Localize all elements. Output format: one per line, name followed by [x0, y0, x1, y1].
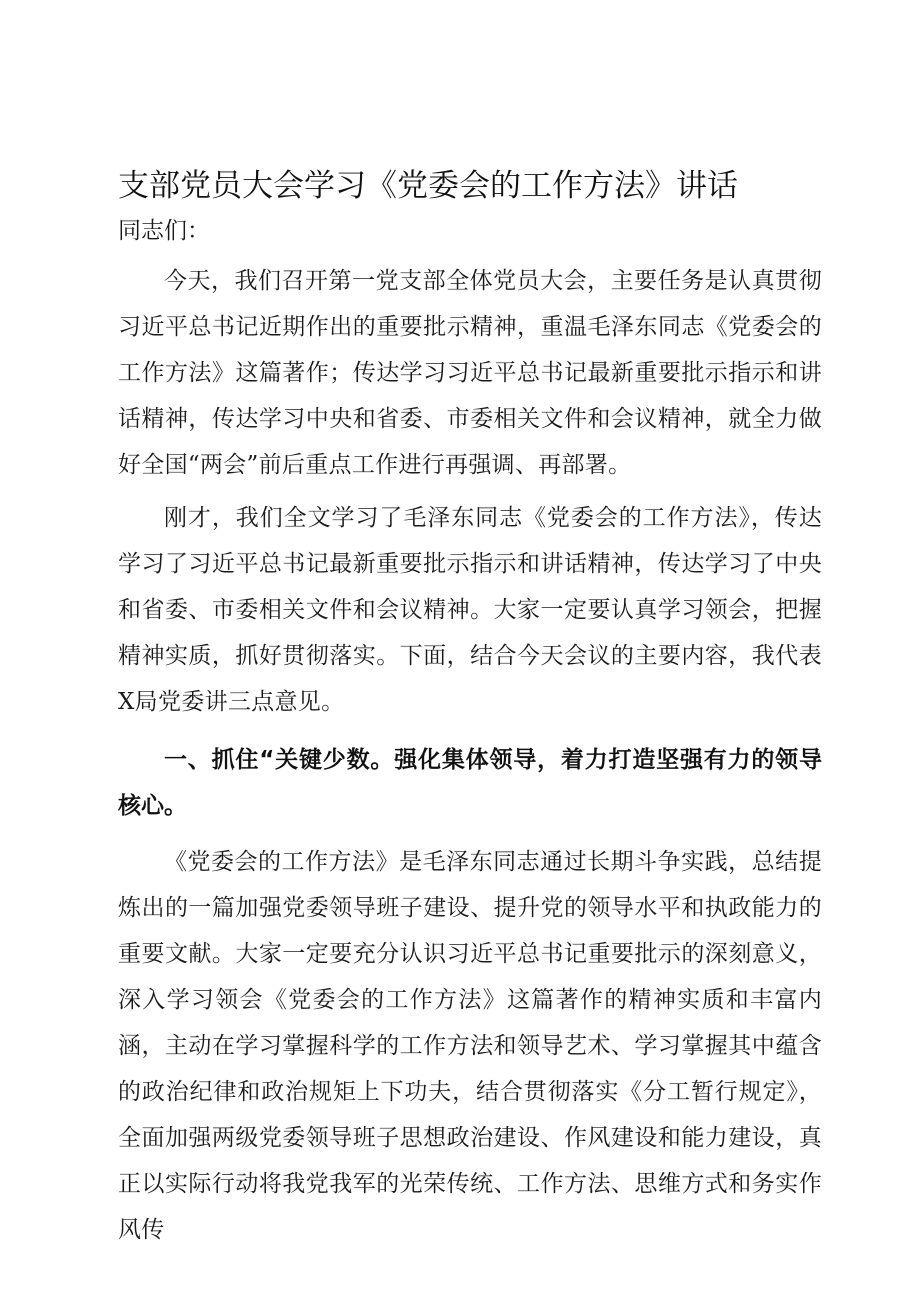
paragraph-opening: 今天，我们召开第一党支部全体党员大会，主要任务是认真贯彻习近平总书记近期作出的重要批示精神，重温毛泽东同志《党委会的工作方法》这篇著作；传达学习习近平总书记最新重要批示指示和讲话精神，传达学习中央和省委、市委相关文件和会议精神，就全力做好全国“两会”前后重点工作进行再强调、再部署。 [118, 268, 822, 478]
document-title: 支部党员大会学习《党委会的工作方法》讲话 [118, 168, 738, 204]
document-body [118, 160, 822, 1260]
section-heading-1: 一、抓住“关键少数。强化集体领导，着力打造坚强有力的领导核心。 [118, 747, 822, 819]
paragraph-section-1: 《党委会的工作方法》是毛泽东同志通过长期斗争实践，总结提炼出的一篇加强党委领导班子建设、提升党的领导水平和执政能力的重要文献。大家一定要充分认识习近平总书记重要批示的深刻意义，深入学习领会《党委会的工作方法》这篇著作的精神实质和丰富内涵，主动在学习掌握科学的工作方法和领导艺术、学习掌握其中蕴含的政治纪律和政治规矩上下功夫，结合贯彻落实《分工暂行规定》，全面加强两级党委领导班子思想政治建设、作风建设和能力建设，真正以实际行动将我党我军的光荣传统、工作方法、思维方式和务实作风传 [118, 849, 822, 1243]
paragraph-summary: 刚才，我们全文学习了毛泽东同志《党委会的工作方法》，传达学习了习近平总书记最新重要批示指示和讲话精神，传达学习了中央和省委、市委相关文件和会议精神。大家一定要认真学习领会，把握精神实质，抓好贯彻落实。下面，结合今天会议的主要内容，我代表X局党委讲三点意见。 [118, 505, 822, 715]
salutation: 同志们： [118, 218, 210, 244]
